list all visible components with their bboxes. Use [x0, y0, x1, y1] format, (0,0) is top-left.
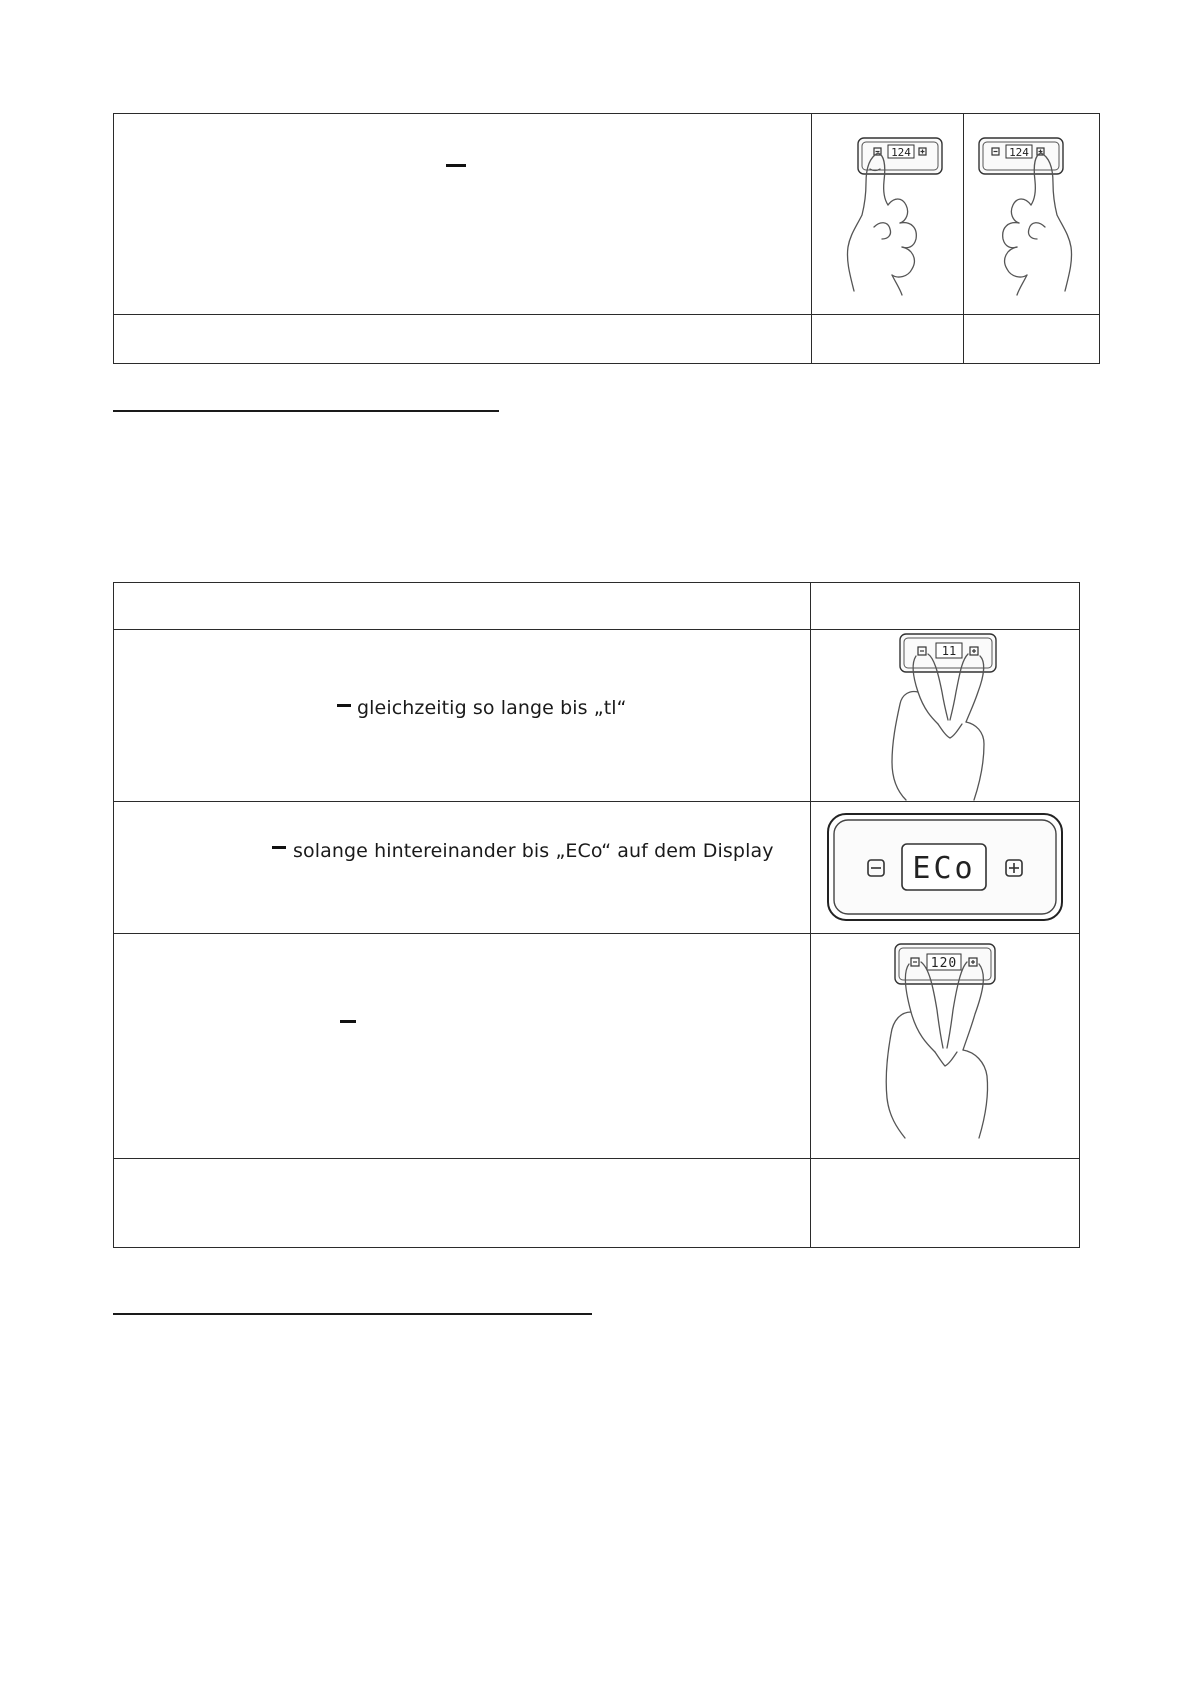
table2-header-text-cell — [113, 582, 811, 630]
minus-dash-icon — [340, 1020, 356, 1023]
minus-dash-icon — [337, 704, 351, 707]
table2-row3-text-cell — [113, 801, 811, 934]
two-finger-press-illustration — [880, 632, 1020, 800]
table2-row5-figure-cell — [810, 1158, 1080, 1248]
figure-display: 120 — [930, 956, 958, 971]
figure-display: 11 — [941, 644, 957, 658]
minus-dash-icon — [272, 846, 286, 849]
section-heading-underline-2 — [113, 1313, 592, 1315]
table2-row5-text-cell — [113, 1158, 811, 1248]
figure-display-right: 124 — [1009, 146, 1029, 159]
figure-display: ECo — [912, 851, 976, 886]
table2-header-figure-cell — [810, 582, 1080, 630]
table2-row3-text: solange hintereinander bis „ECo“ auf dem Display — [293, 840, 774, 862]
table2-row2-text: gleichzeitig so lange bis „tl“ — [357, 697, 627, 719]
control-panel-eco-illustration — [826, 812, 1066, 924]
figure-display-left: 124 — [891, 146, 911, 159]
table2-row4-text-cell — [113, 933, 811, 1159]
two-finger-press-illustration — [875, 942, 1015, 1138]
